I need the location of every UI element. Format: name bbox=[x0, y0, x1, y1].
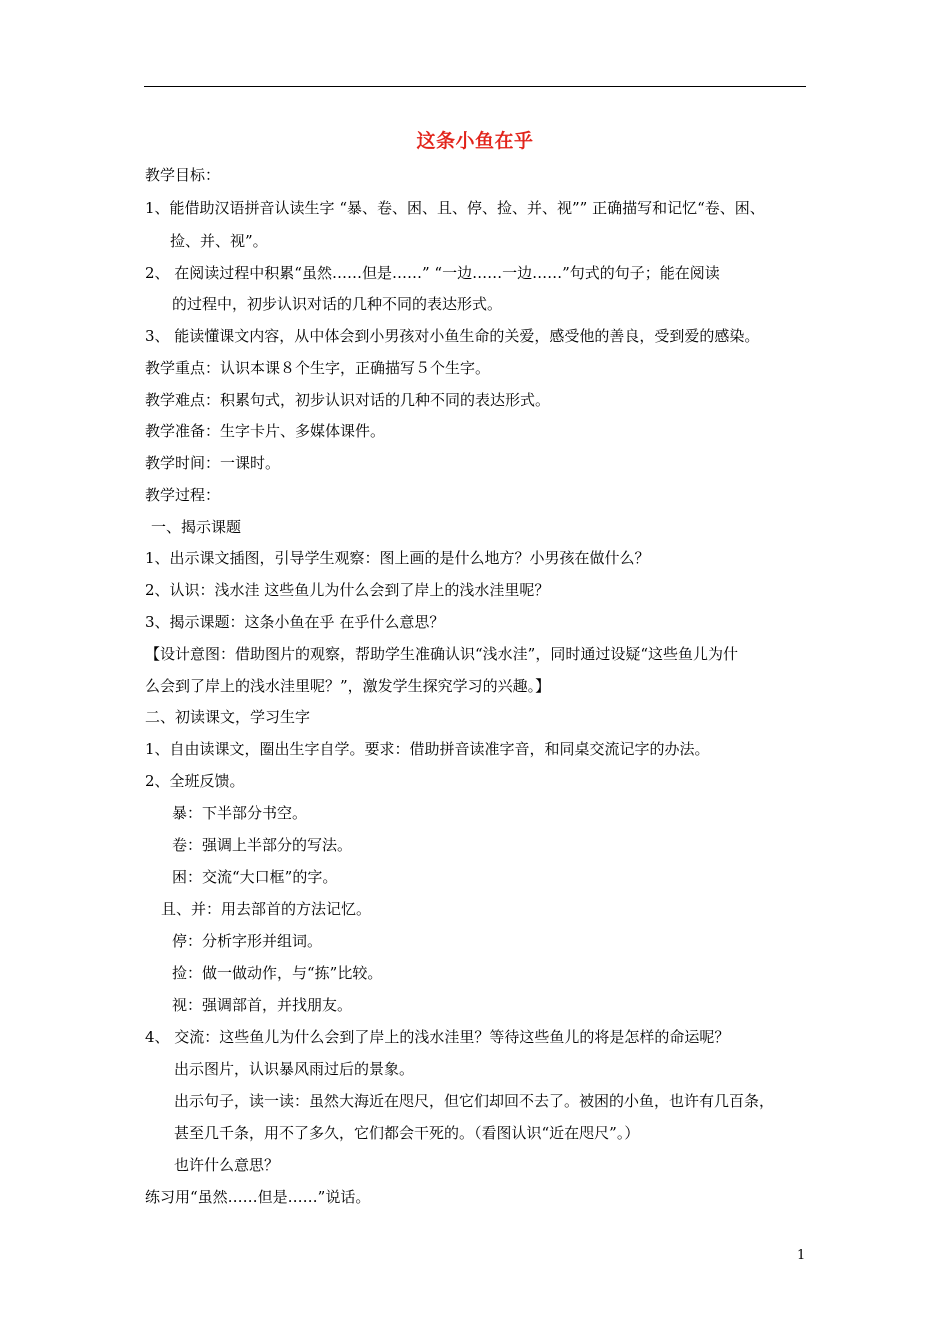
header-rule bbox=[144, 86, 806, 87]
design-note-line: 么会到了岸上的浅水洼里呢？”，激发学生探究学习的兴趣。】 bbox=[145, 677, 551, 695]
text-line: 练习用“虽然……但是……”说话。 bbox=[145, 1188, 371, 1206]
text-line: 教学时间：一课时。 bbox=[145, 454, 281, 472]
document-title: 这条小鱼在乎 bbox=[416, 130, 534, 152]
text-line: 4、 交流：这些鱼儿为什么会到了岸上的浅水洼里？等待这些鱼儿的将是怎样的命运呢？ bbox=[145, 1028, 730, 1046]
text-line: 1、出示课文插图，引导学生观察：图上画的是什么地方？小男孩在做什么？ bbox=[145, 549, 650, 567]
text-line: 教学过程： bbox=[145, 486, 221, 504]
text-line: 1、能借助汉语拼音认读生字 “暴、卷、困、且、停、捡、并、视”” 正确描写和记忆“卷、困、 bbox=[145, 199, 765, 217]
text-line: 也许什么意思？ bbox=[174, 1156, 280, 1174]
char-note-line: 捡：做一做动作，与“拣”比较。 bbox=[172, 964, 383, 982]
text-line: 2、全班反馈。 bbox=[145, 772, 245, 790]
text-line: 教学重点：认识本课８个生字，正确描写５个生字。 bbox=[145, 359, 491, 377]
char-note-line: 暴：下半部分书空。 bbox=[172, 804, 308, 822]
section-heading: 二、初读课文，学习生字 bbox=[145, 708, 311, 726]
char-note-line: 停：分析字形并组词。 bbox=[172, 932, 323, 950]
text-line: 出示句子，读一读：虽然大海近在咫尺，但它们却回不去了。被困的小鱼，也许有几百条， bbox=[174, 1092, 775, 1110]
text-line: 3、揭示课题：这条小鱼在乎 在乎什么意思？ bbox=[145, 613, 445, 631]
char-note-line: 困：交流“大口框”的字。 bbox=[172, 868, 338, 886]
page-number: 1 bbox=[797, 1248, 806, 1263]
text-line: 1、自由读课文，圈出生字自学。要求：借助拼音读准字音，和同桌交流记字的办法。 bbox=[145, 740, 710, 758]
char-note-line: 且、并：用去部首的方法记忆。 bbox=[161, 900, 372, 918]
char-note-line: 卷：强调上半部分的写法。 bbox=[172, 836, 353, 854]
text-line: 的过程中，初步认识对话的几种不同的表达形式。 bbox=[172, 295, 503, 313]
text-line: 3、 能读懂课文内容，从中体会到小男孩对小鱼生命的关爱，感受他的善良，受到爱的感染。 bbox=[145, 327, 760, 345]
text-line: 教学准备：生字卡片、多媒体课件。 bbox=[145, 422, 386, 440]
text-line: 教学难点：积累句式，初步认识对话的几种不同的表达形式。 bbox=[145, 391, 551, 409]
text-line: 2、认识：浅水洼 这些鱼儿为什么会到了岸上的浅水洼里呢？ bbox=[145, 581, 550, 599]
char-note-line: 视：强调部首，并找朋友。 bbox=[172, 996, 353, 1014]
section-heading: 一、揭示课题 bbox=[151, 518, 242, 536]
text-line: 捡、并、视”。 bbox=[170, 232, 268, 250]
text-line: 2、 在阅读过程中积累“虽然……但是……” “一边……一边……”句式的句子；能在阅读 bbox=[145, 264, 720, 282]
design-note-line: 【设计意图：借助图片的观察，帮助学生准确认识“浅水洼”，同时通过设疑“这些鱼儿为什 bbox=[145, 645, 739, 663]
text-line: 出示图片，认识暴风雨过后的景象。 bbox=[174, 1060, 415, 1078]
text-line: 教学目标： bbox=[145, 166, 221, 184]
text-line: 甚至几千条，用不了多久，它们都会干死的。（看图认识“近在咫尺”。） bbox=[174, 1124, 640, 1142]
